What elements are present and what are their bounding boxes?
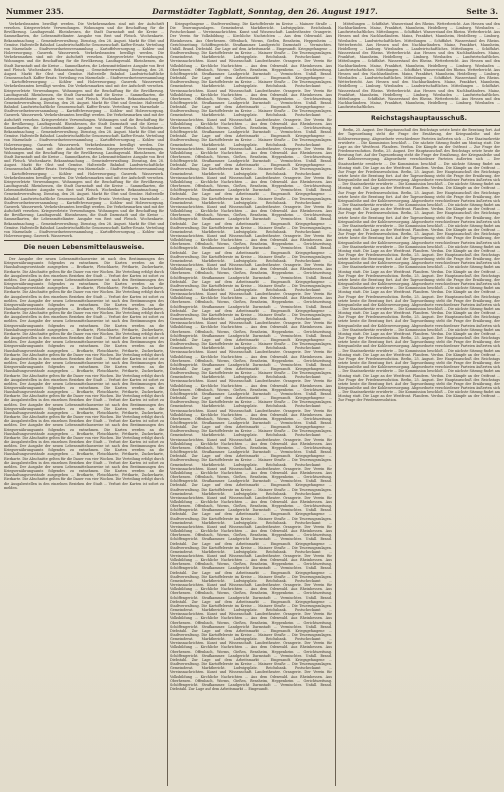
column-middle	[170, 22, 332, 786]
article-text: Der Ausgabe der neuen Lebensmittelausweise ist nach den Bestimmungen des Kriegsernährungsamts folgendes zu entnehmen. Die Karten werden an die Haushaltungsvorstände ausgegeben ... Brotkarte, Fleischkarte, Fettkarte, Zuckerkarte, Eierkarte. Die Abschnitte gelten für die Dauer von vier Wochen. Die Verteilung erfolgt durch die Ausgabestellen in den einzelnen Bezirken der Stadt ... Verlust der Karten ist sofort zu melden. Der Ausgabe der neuen Lebensmittelausweise ist nach den Bestimmungen des Kriegsernährungsamts folgendes zu entnehmen. Die Karten werden an die Haushaltungsvorstände ausgegeben ... Brotkarte, Fleischkarte, Fettkarte, Zuckerkarte, Eierkarte. Die Abschnitte gelten für die Dauer von vier Wochen. Die Verteilung erfolgt durch die Ausgabestellen in den einzelnen Bezirken der Stadt ... Verlust der Karten ist sofort zu melden. Der Ausgabe der neuen Lebensmittelausweise ist nach den Bestimmungen des Kriegsernährungsamts folgendes zu entnehmen. Die Karten werden an die Haushaltungsvorstände ausgegeben ... Brotkarte, Fleischkarte, Fettkarte, Zuckerkarte, Eierkarte. Die Abschnitte gelten für die Dauer von vier Wochen. Die Verteilung erfolgt durch die Ausgabestellen in den einzelnen Bezirken der Stadt ... Verlust der Karten ist sofort zu melden. Der Ausgabe der neuen Lebensmittelausweise ist nach den Bestimmungen des Kriegsernährungsamts folgendes zu entnehmen. Die Karten werden an die Haushaltungsvorstände ausgegeben ... Brotkarte, Fleischkarte, Fettkarte, Zuckerkarte, Eierkarte. Die Abschnitte gelten für die Dauer von vier Wochen. Die Verteilung erfolgt durch die Ausgabestellen in den einzelnen Bezirken der Stadt ... Verlust der Karten ist sofort zu melden. Der Ausgabe der neuen Lebensmittelausweise ist nach den Bestimmungen des Kriegsernährungsamts folgendes zu entnehmen. Die Karten werden an die Haushaltungsvorstände ausgegeben ... Brotkarte, Fleischkarte, Fettkarte, Zuckerkarte, Eierkarte. Die Abschnitte gelten für die Dauer von vier Wochen. Die Verteilung erfolgt durch die Ausgabestellen in den einzelnen Bezirken der Stadt ... Verlust der Karten ist sofort zu melden. Der Ausgabe der neuen Lebensmittelausweise ist nach den Bestimmungen des Kriegsernährungsamts folgendes zu entnehmen. Die Karten werden an die Haushaltungsvorstände ausgegeben ... Brotkarte, Fleischkarte, Fettkarte, Zuckerkarte, Eierkarte. Die Abschnitte gelten für die Dauer von vier Wochen. Die Verteilung erfolgt durch die Ausgabestellen in den einzelnen Bezirken der Stadt ... Verlust der Karten ist sofort zu melden. Der Ausgabe der neuen Lebensmittelausweise ist nach den Bestimmungen des Kriegsernährungsamts folgendes zu entnehmen. Die Karten werden an die Haushaltungsvorstände ausgegeben ... Brotkarte, Fleischkarte, Fettkarte, Zuckerkarte, Eierkarte. Die Abschnitte gelten für die Dauer von vier Wochen. Die Verteilung erfolgt durch die Ausgabestellen in den einzelnen Bezirken der Stadt ... Verlust der Karten ist sofort zu melden. Der Ausgabe der neuen Lebensmittelausweise ist nach den Bestimmungen des Kriegsernährungsamts folgendes zu entnehmen. Die Karten werden an die Haushaltungsvorstände ausgegeben ... Brotkarte, Fleischkarte, Fettkarte, Zuckerkarte, Eierkarte. Die Abschnitte gelten für die Dauer von vier Wochen. Die Verteilung erfolgt durch die Ausgabestellen in den einzelnen Bezirken der Stadt ... Verlust der Karten ist sofort zu melden. Der Ausgabe der neuen Lebensmittelausweise ist nach den Bestimmungen des Kriegsernährungsamts folgendes zu entnehmen. Die Karten werden an die Haushaltungsvorstände ausgegeben ... Brotkarte, Fleischkarte, Fettkarte, Zuckerkarte, Eierkarte. Die Abschnitte gelten für die Dauer von vier Wochen. Die Verteilung erfolgt durch die Ausgabestellen in den einzelnen Bezirken der Stadt ... Verlust der Karten ist sofort zu melden. Der Ausgabe der neuen Lebensmittelausweise ist nach den Bestimmungen des Kriegsernährungsamts folgendes zu entnehmen. Die Karten werden an die Haushaltungsvorstände ausgegeben ... Brotkarte, Fleischkarte, Fettkarte, Zuckerkarte, Eierkarte. Die Abschnitte gelten für die Dauer von vier Wochen. Die Verteilung erfolgt durch die Ausgabestellen in den einzelnen Bezirken der Stadt ... Verlust der Karten ist sofort zu melden. Der Ausgabe der neuen Lebensmittelausweise ist nach den Bestimmungen des Kriegsernährungsamts folgendes zu entnehmen. Die Karten werden an die Haushaltungsvorstände ausgegeben ... Brotkarte, Fleischkarte, Fettkarte, Zuckerkarte, Eierkarte. Die Abschnitte gelten für die Dauer von vier Wochen. Die Verteilung erfolgt durch die Ausgabestellen in den einzelnen Bezirken der Stadt ... Verlust der Karten ist sofort zu melden.	[4, 257, 164, 490]
article-heading: Die neuen Lebensmittelausweise.	[23, 244, 145, 252]
column-rule	[167, 22, 168, 786]
page-header	[6, 4, 498, 19]
article-text: Verkehrsbeamten bewilligt werden. Die Verkehrsmarken sind mit der Aufschrift versehen. Kriegsverletzte Verwendungen. Wohnungen und die Beschaffung für die Bevölkerung. Landtagswahl. Rheinhessen, die Stadt Darmstadt und die Kreise ... Sammelkarten, die Lebensmittelämter. Ausgabe von Brot und Fleisch. Wochenkarte. Bekanntmachung ... Gemeindeverwaltung. Dienstag, den 28. August. Markt für Obst und Gemüse. Haltestelle Bahnhof. Landwirtschaftliche Genossenschaft. Kaffee-Ersatz. Verteilung von Marmelade ... Stadtverordnetenversammlung ... Kartoffelversorgung ... Kohlen- und Holzversorgung. Gaswerk. Wasserwerk. Verkehrsbeamten bewilligt werden. Die Verkehrsmarken sind mit der Aufschrift versehen. Kriegsverletzte Verwendungen. Wohnungen und die Beschaffung für die Bevölkerung. Landtagswahl. Rheinhessen, die Stadt Darmstadt und die Kreise ... Sammelkarten, die Lebensmittelämter. Ausgabe von Brot und Fleisch. Wochenkarte. Bekanntmachung ... Gemeindeverwaltung. Dienstag, den 28. August. Markt für Obst und Gemüse. Haltestelle Bahnhof. Landwirtschaftliche Genossenschaft. Kaffee-Ersatz. Verteilung von Marmelade ... Stadtverordnetenversammlung ... Kartoffelversorgung ... Kohlen- und Holzversorgung. Gaswerk. Wasserwerk. Verkehrsbeamten bewilligt werden. Die Verkehrsmarken sind mit der Aufschrift versehen. Kriegsverletzte Verwendungen. Wohnungen und die Beschaffung für die Bevölkerung. Landtagswahl. Rheinhessen, die Stadt Darmstadt und die Kreise ... Sammelkarten, die Lebensmittelämter. Ausgabe von Brot und Fleisch. Wochenkarte. Bekanntmachung ... Gemeindeverwaltung. Dienstag, den 28. August. Markt für Obst und Gemüse. Haltestelle Bahnhof. Landwirtschaftliche Genossenschaft. Kaffee-Ersatz. Verteilung von Marmelade ... Stadtverordnetenversammlung ... Kartoffelversorgung ... Kohlen- und Holzversorgung. Gaswerk. Wasserwerk. Verkehrsbeamten bewilligt werden. Die Verkehrsmarken sind mit der Aufschrift versehen. Kriegsverletzte Verwendungen. Wohnungen und die Beschaffung für die Bevölkerung. Landtagswahl. Rheinhessen, die Stadt Darmstadt und die Kreise ... Sammelkarten, die Lebensmittelämter. Ausgabe von Brot und Fleisch. Wochenkarte. Bekanntmachung ... Gemeindeverwaltung. Dienstag, den 28. August. Markt für Obst und Gemüse. Haltestelle Bahnhof. Landwirtschaftliche Genossenschaft. Kaffee-Ersatz. Verteilung von Marmelade ... Stadtverordnetenversammlung ... Kartoffelversorgung ... Kohlen- und Holzversorgung. Gaswerk. Wasserwerk. Verkehrsbeamten bewilligt werden. Die Verkehrsmarken sind mit der Aufschrift versehen. Kriegsverletzte Verwendungen. Wohnungen und die Beschaffung für die Bevölkerung. Landtagswahl. Rheinhessen, die Stadt Darmstadt und die Kreise ... Sammelkarten, die Lebensmittelämter. Ausgabe von Brot und Fleisch. Wochenkarte. Bekanntmachung ... Gemeindeverwaltung. Dienstag, den 28. August. Markt für Obst und Gemüse. Haltestelle Bahnhof. Landwirtschaftliche Genossenschaft. Kaffee-Ersatz. Verteilung von Marmelade ... Stadtverordnetenversammlung ... Kartoffelversorgung ... Kohlen- und Holzversorgung. Gaswerk. Wasserwerk. Verkehrsbeamten bewilligt werden. Die Verkehrsmarken sind mit der Aufschrift versehen. Kriegsverletzte Verwendungen. Wohnungen und die Beschaffung für die Bevölkerung. Landtagswahl. Rheinhessen, die Stadt Darmstadt und die Kreise ... Sammelkarten, die Lebensmittelämter. Ausgabe von Brot und Fleisch. Wochenkarte. Bekanntmachung ... Gemeindeverwaltung. Dienstag, den 28. August. Markt für Obst und Gemüse. Haltestelle Bahnhof. Landwirtschaftliche Genossenschaft. Kaffee-Ersatz. Verteilung von Marmelade ... Stadtverordnetenversammlung ... Kartoffelversorgung ... Kohlen- und Holzversorgung. Gaswerk. Wasserwerk. Verkehrsbeamten bewilligt werden. Die Verkehrsmarken sind mit der Aufschrift versehen. Kriegsverletzte Verwendungen. Wohnungen und die Beschaffung für die Bevölkerung. Landtagswahl. Rheinhessen, die Stadt Darmstadt und die Kreise ... Sammelkarten, die Lebensmittelämter. Ausgabe von Brot und Fleisch. Wochenkarte. Bekanntmachung ... Gemeindeverwaltung. Dienstag, den 28. August. Markt für Obst und Gemüse. Haltestelle Bahnhof. Landwirtschaftliche Genossenschaft. Kaffee-Ersatz. Verteilung von Marmelade ... Stadtverordnetenversammlung ... Kartoffelversorgung ... Kohlen- und Holzversorgung. Gaswerk. Wasserwerk.	[4, 22, 164, 238]
article-text: Kriegsgefangene ... Stadtverwaltung. Die Kartoffelernte im Kreise ... Mainzer Straße ... Die Teuerungszulagen. Gemeinderat. Marktbericht. Ludwigsplatz. Reichsbank. Postscheckamt ... Vereinsnachrichten. Kunst und Wissenschaft. Landestheater. Orangerie. Der Verein für Volksbildung ... Kirchliche Nachrichten ... Aus dem Odenwald. Aus Rheinhessen. Aus Oberhessen. Offenbach, Worms, Gießen, Bensheim, Heppenheim ... Gerichtszeitung. Schöffengericht. Strafkammer. Landgericht Darmstadt ... Vermischtes. Unfall. Brand. Diebstahl. Zur Lage auf dem Arbeitsmarkt ... Eingesandt. Kriegsgefangene ... Stadtverwaltung. Die Kartoffelernte im Kreise ... Mainzer Straße ... Die Teuerungszulagen. Gemeinderat. Marktbericht. Ludwigsplatz. Reichsbank. Postscheckamt ... Vereinsnachrichten. Kunst und Wissenschaft. Landestheater. Orangerie. Der Verein für Volksbildung ... Kirchliche Nachrichten ... Aus dem Odenwald. Aus Rheinhessen. Aus Oberhessen. Offenbach, Worms, Gießen, Bensheim, Heppenheim ... Gerichtszeitung. Schöffengericht. Strafkammer. Landgericht Darmstadt ... Vermischtes. Unfall. Brand. Diebstahl. Zur Lage auf dem Arbeitsmarkt ... Eingesandt. Kriegsgefangene ... Stadtverwaltung. Die Kartoffelernte im Kreise ... Mainzer Straße ... Die Teuerungszulagen. Gemeinderat. Marktbericht. Ludwigsplatz. Reichsbank. Postscheckamt ... Vereinsnachrichten. Kunst und Wissenschaft. Landestheater. Orangerie. Der Verein für Volksbildung ... Kirchliche Nachrichten ... Aus dem Odenwald. Aus Rheinhessen. Aus Oberhessen. Offenbach, Worms, Gießen, Bensheim, Heppenheim ... Gerichtszeitung. Schöffengericht. Strafkammer. Landgericht Darmstadt ... Vermischtes. Unfall. Brand. Diebstahl. Zur Lage auf dem Arbeitsmarkt ... Eingesandt. Kriegsgefangene ... Stadtverwaltung. Die Kartoffelernte im Kreise ... Mainzer Straße ... Die Teuerungszulagen. Gemeinderat. Marktbericht. Ludwigsplatz. Reichsbank. Postscheckamt ... Vereinsnachrichten. Kunst und Wissenschaft. Landestheater. Orangerie. Der Verein für Volksbildung ... Kirchliche Nachrichten ... Aus dem Odenwald. Aus Rheinhessen. Aus Oberhessen. Offenbach, Worms, Gießen, Bensheim, Heppenheim ... Gerichtszeitung. Schöffengericht. Strafkammer. Landgericht Darmstadt ... Vermischtes. Unfall. Brand. Diebstahl. Zur Lage auf dem Arbeitsmarkt ... Eingesandt. Kriegsgefangene ... Stadtverwaltung. Die Kartoffelernte im Kreise ... Mainzer Straße ... Die Teuerungszulagen. Gemeinderat. Marktbericht. Ludwigsplatz. Reichsbank. Postscheckamt ... Vereinsnachrichten. Kunst und Wissenschaft. Landestheater. Orangerie. Der Verein für Volksbildung ... Kirchliche Nachrichten ... Aus dem Odenwald. Aus Rheinhessen. Aus Oberhessen. Offenbach, Worms, Gießen, Bensheim, Heppenheim ... Gerichtszeitung. Schöffengericht. Strafkammer. Landgericht Darmstadt ... Vermischtes. Unfall. Brand. Diebstahl. Zur Lage auf dem Arbeitsmarkt ... Eingesandt. Kriegsgefangene ... Stadtverwaltung. Die Kartoffelernte im Kreise ... Mainzer Straße ... Die Teuerungszulagen. Gemeinderat. Marktbericht. Ludwigsplatz. Reichsbank. Postscheckamt ... Vereinsnachrichten. Kunst und Wissenschaft. Landestheater. Orangerie. Der Verein für Volksbildung ... Kirchliche Nachrichten ... Aus dem Odenwald. Aus Rheinhessen. Aus Oberhessen. Offenbach, Worms, Gießen, Bensheim, Heppenheim ... Gerichtszeitung. Schöffengericht. Strafkammer. Landgericht Darmstadt ... Vermischtes. Unfall. Brand. Diebstahl. Zur Lage auf dem Arbeitsmarkt ... Eingesandt. Kriegsgefangene ... Stadtverwaltung. Die Kartoffelernte im Kreise ... Mainzer Straße ... Die Teuerungszulagen. Gemeinderat. Marktbericht. Ludwigsplatz. Reichsbank. Postscheckamt ... Vereinsnachrichten. Kunst und Wissenschaft. Landestheater. Orangerie. Der Verein für Volksbildung ... Kirchliche Nachrichten ... Aus dem Odenwald. Aus Rheinhessen. Aus Oberhessen. Offenbach, Worms, Gießen, Bensheim, Heppenheim ... Gerichtszeitung. Schöffengericht. Strafkammer. Landgericht Darmstadt ... Vermischtes. Unfall. Brand. Diebstahl. Zur Lage auf dem Arbeitsmarkt ... Eingesandt. Kriegsgefangene ... Stadtverwaltung. Die Kartoffelernte im Kreise ... Mainzer Straße ... Die Teuerungszulagen. Gemeinderat. Marktbericht. Ludwigsplatz. Reichsbank. Postscheckamt ... Vereinsnachrichten. Kunst und Wissenschaft. Landestheater. Orangerie. Der Verein für Volksbildung ... Kirchliche Nachrichten ... Aus dem Odenwald. Aus Rheinhessen. Aus Oberhessen. Offenbach, Worms, Gießen, Bensheim, Heppenheim ... Gerichtszeitung. Schöffengericht. Strafkammer. Landgericht Darmstadt ... Vermischtes. Unfall. Brand. Diebstahl. Zur Lage auf dem Arbeitsmarkt ... Eingesandt. Kriegsgefangene ... Stadtverwaltung. Die Kartoffelernte im Kreise ... Mainzer Straße ... Die Teuerungszulagen. Gemeinderat. Marktbericht. Ludwigsplatz. Reichsbank. Postscheckamt ... Vereinsnachrichten. Kunst und Wissenschaft. Landestheater. Orangerie. Der Verein für Volksbildung ... Kirchliche Nachrichten ... Aus dem Odenwald. Aus Rheinhessen. Aus Oberhessen. Offenbach, Worms, Gießen, Bensheim, Heppenheim ... Gerichtszeitung. Schöffengericht. Strafkammer. Landgericht Darmstadt ... Vermischtes. Unfall. Brand. Diebstahl. Zur Lage auf dem Arbeitsmarkt ... Eingesandt. Kriegsgefangene ... Stadtverwaltung. Die Kartoffelernte im Kreise ... Mainzer Straße ... Die Teuerungszulagen. Gemeinderat. Marktbericht. Ludwigsplatz. Reichsbank. Postscheckamt ... Vereinsnachrichten. Kunst und Wissenschaft. Landestheater. Orangerie. Der Verein für Volksbildung ... Kirchliche Nachrichten ... Aus dem Odenwald. Aus Rheinhessen. Aus Oberhessen. Offenbach, Worms, Gießen, Bensheim, Heppenheim ... Gerichtszeitung. Schöffengericht. Strafkammer. Landgericht Darmstadt ... Vermischtes. Unfall. Brand. Diebstahl. Zur Lage auf dem Arbeitsmarkt ... Eingesandt. Kriegsgefangene ... Stadtverwaltung. Die Kartoffelernte im Kreise ... Mainzer Straße ... Die Teuerungszulagen. Gemeinderat. Marktbericht. Ludwigsplatz. Reichsbank. Postscheckamt ... Vereinsnachrichten. Kunst und Wissenschaft. Landestheater. Orangerie. Der Verein für Volksbildung ... Kirchliche Nachrichten ... Aus dem Odenwald. Aus Rheinhessen. Aus Oberhessen. Offenbach, Worms, Gießen, Bensheim, Heppenheim ... Gerichtszeitung. Schöffengericht. Strafkammer. Landgericht Darmstadt ... Vermischtes. Unfall. Brand. Diebstahl. Zur Lage auf dem Arbeitsmarkt ... Eingesandt. Kriegsgefangene ... Stadtverwaltung. Die Kartoffelernte im Kreise ... Mainzer Straße ... Die Teuerungszulagen. Gemeinderat. Marktbericht. Ludwigsplatz. Reichsbank. Postscheckamt ... Vereinsnachrichten. Kunst und Wissenschaft. Landestheater. Orangerie. Der Verein für Volksbildung ... Kirchliche Nachrichten ... Aus dem Odenwald. Aus Rheinhessen. Aus Oberhessen. Offenbach, Worms, Gießen, Bensheim, Heppenheim ... Gerichtszeitung. Schöffengericht. Strafkammer. Landgericht Darmstadt ... Vermischtes. Unfall. Brand. Diebstahl. Zur Lage auf dem Arbeitsmarkt ... Eingesandt. Kriegsgefangene ... Stadtverwaltung. Die Kartoffelernte im Kreise ... Mainzer Straße ... Die Teuerungszulagen. Gemeinderat. Marktbericht. Ludwigsplatz. Reichsbank. Postscheckamt ... Vereinsnachrichten. Kunst und Wissenschaft. Landestheater. Orangerie. Der Verein für Volksbildung ... Kirchliche Nachrichten ... Aus dem Odenwald. Aus Rheinhessen. Aus Oberhessen. Offenbach, Worms, Gießen, Bensheim, Heppenheim ... Gerichtszeitung. Schöffengericht. Strafkammer. Landgericht Darmstadt ... Vermischtes. Unfall. Brand. Diebstahl. Zur Lage auf dem Arbeitsmarkt ... Eingesandt. Kriegsgefangene ... Stadtverwaltung. Die Kartoffelernte im Kreise ... Mainzer Straße ... Die Teuerungszulagen. Gemeinderat. Marktbericht. Ludwigsplatz. Reichsbank. Postscheckamt ... Vereinsnachrichten. Kunst und Wissenschaft. Landestheater. Orangerie. Der Verein für Volksbildung ... Kirchliche Nachrichten ... Aus dem Odenwald. Aus Rheinhessen. Aus Oberhessen. Offenbach, Worms, Gießen, Bensheim, Heppenheim ... Gerichtszeitung. Schöffengericht. Strafkammer. Landgericht Darmstadt ... Vermischtes. Unfall. Brand. Diebstahl. Zur Lage auf dem Arbeitsmarkt ... Eingesandt. Kriegsgefangene ... Stadtverwaltung. Die Kartoffelernte im Kreise ... Mainzer Straße ... Die Teuerungszulagen. Gemeinderat. Marktbericht. Ludwigsplatz. Reichsbank. Postscheckamt ... Vereinsnachrichten. Kunst und Wissenschaft. Landestheater. Orangerie. Der Verein für Volksbildung ... Kirchliche Nachrichten ... Aus dem Odenwald. Aus Rheinhessen. Aus Oberhessen. Offenbach, Worms, Gießen, Bensheim, Heppenheim ... Gerichtszeitung. Schöffengericht. Strafkammer. Landgericht Darmstadt ... Vermischtes. Unfall. Brand. Diebstahl. Zur Lage auf dem Arbeitsmarkt ... Eingesandt. Kriegsgefangene ... Stadtverwaltung. Die Kartoffelernte im Kreise ... Mainzer Straße ... Die Teuerungszulagen. Gemeinderat. Marktbericht. Ludwigsplatz. Reichsbank. Postscheckamt ... Vereinsnachrichten. Kunst und Wissenschaft. Landestheater. Orangerie. Der Verein für Volksbildung ... Kirchliche Nachrichten ... Aus dem Odenwald. Aus Rheinhessen. Aus Oberhessen. Offenbach, Worms, Gießen, Bensheim, Heppenheim ... Gerichtszeitung. Schöffengericht. Strafkammer. Landgericht Darmstadt ... Vermischtes. Unfall. Brand. Diebstahl. Zur Lage auf dem Arbeitsmarkt ... Eingesandt. Kriegsgefangene ... Stadtverwaltung. Die Kartoffelernte im Kreise ... Mainzer Straße ... Die Teuerungszulagen. Gemeinderat. Marktbericht. Ludwigsplatz. Reichsbank. Postscheckamt ... Vereinsnachrichten. Kunst und Wissenschaft. Landestheater. Orangerie. Der Verein für Volksbildung ... Kirchliche Nachrichten ... Aus dem Odenwald. Aus Rheinhessen. Aus Oberhessen. Offenbach, Worms, Gießen, Bensheim, Heppenheim ... Gerichtszeitung. Schöffengericht. Strafkammer. Landgericht Darmstadt ... Vermischtes. Unfall. Brand. Diebstahl. Zur Lage auf dem Arbeitsmarkt ... Eingesandt. Kriegsgefangene ... Stadtverwaltung. Die Kartoffelernte im Kreise ... Mainzer Straße ... Die Teuerungszulagen. Gemeinderat. Marktbericht. Ludwigsplatz. Reichsbank. Postscheckamt ... Vereinsnachrichten. Kunst und Wissenschaft. Landestheater. Orangerie. Der Verein für Volksbildung ... Kirchliche Nachrichten ... Aus dem Odenwald. Aus Rheinhessen. Aus Oberhessen. Offenbach, Worms, Gießen, Bensheim, Heppenheim ... Gerichtszeitung. Schöffengericht. Strafkammer. Landgericht Darmstadt ... Vermischtes. Unfall. Brand. Diebstahl. Zur Lage auf dem Arbeitsmarkt ... Eingesandt. Kriegsgefangene ... Stadtverwaltung. Die Kartoffelernte im Kreise ... Mainzer Straße ... Die Teuerungszulagen. Gemeinderat. Marktbericht. Ludwigsplatz. Reichsbank. Postscheckamt ... Vereinsnachrichten. Kunst und Wissenschaft. Landestheater. Orangerie. Der Verein für Volksbildung ... Kirchliche Nachrichten ... Aus dem Odenwald. Aus Rheinhessen. Aus Oberhessen. Offenbach, Worms, Gießen, Bensheim, Heppenheim ... Gerichtszeitung. Schöffengericht. Strafkammer. Landgericht Darmstadt ... Vermischtes. Unfall. Brand. Diebstahl. Zur Lage auf dem Arbeitsmarkt ... Eingesandt. Kriegsgefangene ... Stadtverwaltung. Die Kartoffelernte im Kreise ... Mainzer Straße ... Die Teuerungszulagen. Gemeinderat. Marktbericht. Ludwigsplatz. Reichsbank. Postscheckamt ... Vereinsnachrichten. Kunst und Wissenschaft. Landestheater. Orangerie. Der Verein für Volksbildung ... Kirchliche Nachrichten ... Aus dem Odenwald. Aus Rheinhessen. Aus Oberhessen. Offenbach, Worms, Gießen, Bensheim, Heppenheim ... Gerichtszeitung. Schöffengericht. Strafkammer. Landgericht Darmstadt ... Vermischtes. Unfall. Brand. Diebstahl. Zur Lage auf dem Arbeitsmarkt ... Eingesandt. Kriegsgefangene ... Stadtverwaltung. Die Kartoffelernte im Kreise ... Mainzer Straße ... Die Teuerungszulagen. Gemeinderat. Marktbericht. Ludwigsplatz. Reichsbank. Postscheckamt ... Vereinsnachrichten. Kunst und Wissenschaft. Landestheater. Orangerie. Der Verein für Volksbildung ... Kirchliche Nachrichten ... Aus dem Odenwald. Aus Rheinhessen. Aus Oberhessen. Offenbach, Worms, Gießen, Bensheim, Heppenheim ... Gerichtszeitung. Schöffengericht. Strafkammer. Landgericht Darmstadt ... Vermischtes. Unfall. Brand. Diebstahl. Zur Lage auf dem Arbeitsmarkt ... Eingesandt. Kriegsgefangene ... Stadtverwaltung. Die Kartoffelernte im Kreise ... Mainzer Straße ... Die Teuerungszulagen. Gemeinderat. Marktbericht. Ludwigsplatz. Reichsbank. Postscheckamt ... Vereinsnachrichten. Kunst und Wissenschaft. Landestheater. Orangerie. Der Verein für Volksbildung ... Kirchliche Nachrichten ... Aus dem Odenwald. Aus Rheinhessen. Aus Oberhessen. Offenbach, Worms, Gießen, Bensheim, Heppenheim ... Gerichtszeitung. Schöffengericht. Strafkammer. Landgericht Darmstadt ... Vermischtes. Unfall. Brand. Diebstahl. Zur Lage auf dem Arbeitsmarkt ... Eingesandt. Kriegsgefangene ... Stadtverwaltung. Die Kartoffelernte im Kreise ... Mainzer Straße ... Die Teuerungszulagen. Gemeinderat. Marktbericht. Ludwigsplatz. Reichsbank. Postscheckamt ... Vereinsnachrichten. Kunst und Wissenschaft. Landestheater. Orangerie. Der Verein für Volksbildung ... Kirchliche Nachrichten ... Aus dem Odenwald. Aus Rheinhessen. Aus Oberhessen. Offenbach, Worms, Gießen, Bensheim, Heppenheim ... Gerichtszeitung. Schöffengericht. Strafkammer. Landgericht Darmstadt ... Vermischtes. Unfall. Brand. Diebstahl. Zur Lage auf dem Arbeitsmarkt ... Eingesandt.	[170, 22, 332, 691]
column-rule	[335, 22, 336, 786]
divider	[338, 111, 500, 112]
page-number: Nummer 235.	[6, 6, 64, 16]
article-text: Mitteilungen ... Schiffahrt. Wasserstand des Rheins. Wetterbericht. Aus Hessen und den Nachbarländern. Mainz, Frankfurt, Mannheim, Heidelberg ... Limburg. Wiesbaden ... Landwirtschaftliches. Mitteilungen ... Schiffahrt. Wasserstand des Rheins. Wetterbericht. Aus Hessen und den Nachbarländern. Mainz, Frankfurt, Mannheim, Heidelberg ... Limburg. Wiesbaden ... Landwirtschaftliches. Mitteilungen ... Schiffahrt. Wasserstand des Rheins. Wetterbericht. Aus Hessen und den Nachbarländern. Mainz, Frankfurt, Mannheim, Heidelberg ... Limburg. Wiesbaden ... Landwirtschaftliches. Mitteilungen ... Schiffahrt. Wasserstand des Rheins. Wetterbericht. Aus Hessen und den Nachbarländern. Mainz, Frankfurt, Mannheim, Heidelberg ... Limburg. Wiesbaden ... Landwirtschaftliches. Mitteilungen ... Schiffahrt. Wasserstand des Rheins. Wetterbericht. Aus Hessen und den Nachbarländern. Mainz, Frankfurt, Mannheim, Heidelberg ... Limburg. Wiesbaden ... Landwirtschaftliches. Mitteilungen ... Schiffahrt. Wasserstand des Rheins. Wetterbericht. Aus Hessen und den Nachbarländern. Mainz, Frankfurt, Mannheim, Heidelberg ... Limburg. Wiesbaden ... Landwirtschaftliches. Mitteilungen ... Schiffahrt. Wasserstand des Rheins. Wetterbericht. Aus Hessen und den Nachbarländern. Mainz, Frankfurt, Mannheim, Heidelberg ... Limburg. Wiesbaden ... Landwirtschaftliches. Mitteilungen ... Schiffahrt. Wasserstand des Rheins. Wetterbericht. Aus Hessen und den Nachbarländern. Mainz, Frankfurt, Mannheim, Heidelberg ... Limburg. Wiesbaden ... Landwirtschaftliches. Mitteilungen ... Schiffahrt. Wasserstand des Rheins. Wetterbericht. Aus Hessen und den Nachbarländern. Mainz, Frankfurt, Mannheim, Heidelberg ... Limburg. Wiesbaden ... Landwirtschaftliches.	[338, 22, 500, 110]
divider	[338, 125, 500, 126]
column-left	[4, 22, 164, 786]
divider	[4, 254, 164, 255]
article-heading: Reichstagshauptausschuß.	[370, 115, 468, 123]
article-text: Berlin, 25. August. Der Hauptausschuß des Reichstags setzte heute die Beratung fort. Auf der Tagesordnung steht die Frage der Ernährung, der Kriegsanleihe und der Kohlenversorgung. Abgeordnete verschiedener Parteien äußerten sich ... Der Staatssekretär erwiderte ... Die Kommission beschloß ... Die nächste Sitzung findet am Montag statt. Die Lage an der Westfront. Flandern. Verdun. Die Kämpfe an der Ostfront ... Zur Frage der Friedensresolution. Berlin, 25. August. Der Hauptausschuß des Reichstags setzte heute die Beratung fort. Auf der Tagesordnung steht die Frage der Ernährung, der Kriegsanleihe und der Kohlenversorgung. Abgeordnete verschiedener Parteien äußerten sich ... Der Staatssekretär erwiderte ... Die Kommission beschloß ... Die nächste Sitzung findet am Montag statt. Die Lage an der Westfront. Flandern. Verdun. Die Kämpfe an der Ostfront ... Zur Frage der Friedensresolution. Berlin, 25. August. Der Hauptausschuß des Reichstags setzte heute die Beratung fort. Auf der Tagesordnung steht die Frage der Ernährung, der Kriegsanleihe und der Kohlenversorgung. Abgeordnete verschiedener Parteien äußerten sich ... Der Staatssekretär erwiderte ... Die Kommission beschloß ... Die nächste Sitzung findet am Montag statt. Die Lage an der Westfront. Flandern. Verdun. Die Kämpfe an der Ostfront ... Zur Frage der Friedensresolution. Berlin, 25. August. Der Hauptausschuß des Reichstags setzte heute die Beratung fort. Auf der Tagesordnung steht die Frage der Ernährung, der Kriegsanleihe und der Kohlenversorgung. Abgeordnete verschiedener Parteien äußerten sich ... Der Staatssekretär erwiderte ... Die Kommission beschloß ... Die nächste Sitzung findet am Montag statt. Die Lage an der Westfront. Flandern. Verdun. Die Kämpfe an der Ostfront ... Zur Frage der Friedensresolution. Berlin, 25. August. Der Hauptausschuß des Reichstags setzte heute die Beratung fort. Auf der Tagesordnung steht die Frage der Ernährung, der Kriegsanleihe und der Kohlenversorgung. Abgeordnete verschiedener Parteien äußerten sich ... Der Staatssekretär erwiderte ... Die Kommission beschloß ... Die nächste Sitzung findet am Montag statt. Die Lage an der Westfront. Flandern. Verdun. Die Kämpfe an der Ostfront ... Zur Frage der Friedensresolution. Berlin, 25. August. Der Hauptausschuß des Reichstags setzte heute die Beratung fort. Auf der Tagesordnung steht die Frage der Ernährung, der Kriegsanleihe und der Kohlenversorgung. Abgeordnete verschiedener Parteien äußerten sich ... Der Staatssekretär erwiderte ... Die Kommission beschloß ... Die nächste Sitzung findet am Montag statt. Die Lage an der Westfront. Flandern. Verdun. Die Kämpfe an der Ostfront ... Zur Frage der Friedensresolution. Berlin, 25. August. Der Hauptausschuß des Reichstags setzte heute die Beratung fort. Auf der Tagesordnung steht die Frage der Ernährung, der Kriegsanleihe und der Kohlenversorgung. Abgeordnete verschiedener Parteien äußerten sich ... Der Staatssekretär erwiderte ... Die Kommission beschloß ... Die nächste Sitzung findet am Montag statt. Die Lage an der Westfront. Flandern. Verdun. Die Kämpfe an der Ostfront ... Zur Frage der Friedensresolution. Berlin, 25. August. Der Hauptausschuß des Reichstags setzte heute die Beratung fort. Auf der Tagesordnung steht die Frage der Ernährung, der Kriegsanleihe und der Kohlenversorgung. Abgeordnete verschiedener Parteien äußerten sich ... Der Staatssekretär erwiderte ... Die Kommission beschloß ... Die nächste Sitzung findet am Montag statt. Die Lage an der Westfront. Flandern. Verdun. Die Kämpfe an der Ostfront ... Zur Frage der Friedensresolution. Berlin, 25. August. Der Hauptausschuß des Reichstags setzte heute die Beratung fort. Auf der Tagesordnung steht die Frage der Ernährung, der Kriegsanleihe und der Kohlenversorgung. Abgeordnete verschiedener Parteien äußerten sich ... Der Staatssekretär erwiderte ... Die Kommission beschloß ... Die nächste Sitzung findet am Montag statt. Die Lage an der Westfront. Flandern. Verdun. Die Kämpfe an der Ostfront ... Zur Frage der Friedensresolution. Berlin, 25. August. Der Hauptausschuß des Reichstags setzte heute die Beratung fort. Auf der Tagesordnung steht die Frage der Ernährung, der Kriegsanleihe und der Kohlenversorgung. Abgeordnete verschiedener Parteien äußerten sich ... Der Staatssekretär erwiderte ... Die Kommission beschloß ... Die nächste Sitzung findet am Montag statt. Die Lage an der Westfront. Flandern. Verdun. Die Kämpfe an der Ostfront ... Zur Frage der Friedensresolution. Berlin, 25. August. Der Hauptausschuß des Reichstags setzte heute die Beratung fort. Auf der Tagesordnung steht die Frage der Ernährung, der Kriegsanleihe und der Kohlenversorgung. Abgeordnete verschiedener Parteien äußerten sich ... Der Staatssekretär erwiderte ... Die Kommission beschloß ... Die nächste Sitzung findet am Montag statt. Die Lage an der Westfront. Flandern. Verdun. Die Kämpfe an der Ostfront ... Zur Frage der Friedensresolution. Berlin, 25. August. Der Hauptausschuß des Reichstags setzte heute die Beratung fort. Auf der Tagesordnung steht die Frage der Ernährung, der Kriegsanleihe und der Kohlenversorgung. Abgeordnete verschiedener Parteien äußerten sich ... Der Staatssekretär erwiderte ... Die Kommission beschloß ... Die nächste Sitzung findet am Montag statt. Die Lage an der Westfront. Flandern. Verdun. Die Kämpfe an der Ostfront ... Zur Frage der Friedensresolution. Berlin, 25. August. Der Hauptausschuß des Reichstags setzte heute die Beratung fort. Auf der Tagesordnung steht die Frage der Ernährung, der Kriegsanleihe und der Kohlenversorgung. Abgeordnete verschiedener Parteien äußerten sich ... Der Staatssekretär erwiderte ... Die Kommission beschloß ... Die nächste Sitzung findet am Montag statt. Die Lage an der Westfront. Flandern. Verdun. Die Kämpfe an der Ostfront ... Zur Frage der Friedensresolution.	[338, 128, 500, 403]
masthead-date: Darmstädter Tagblatt, Sonntag, den 26. August 1917.	[152, 6, 378, 16]
page-side-number: Seite 3.	[466, 6, 498, 16]
column-right	[338, 22, 500, 786]
divider	[4, 240, 164, 241]
